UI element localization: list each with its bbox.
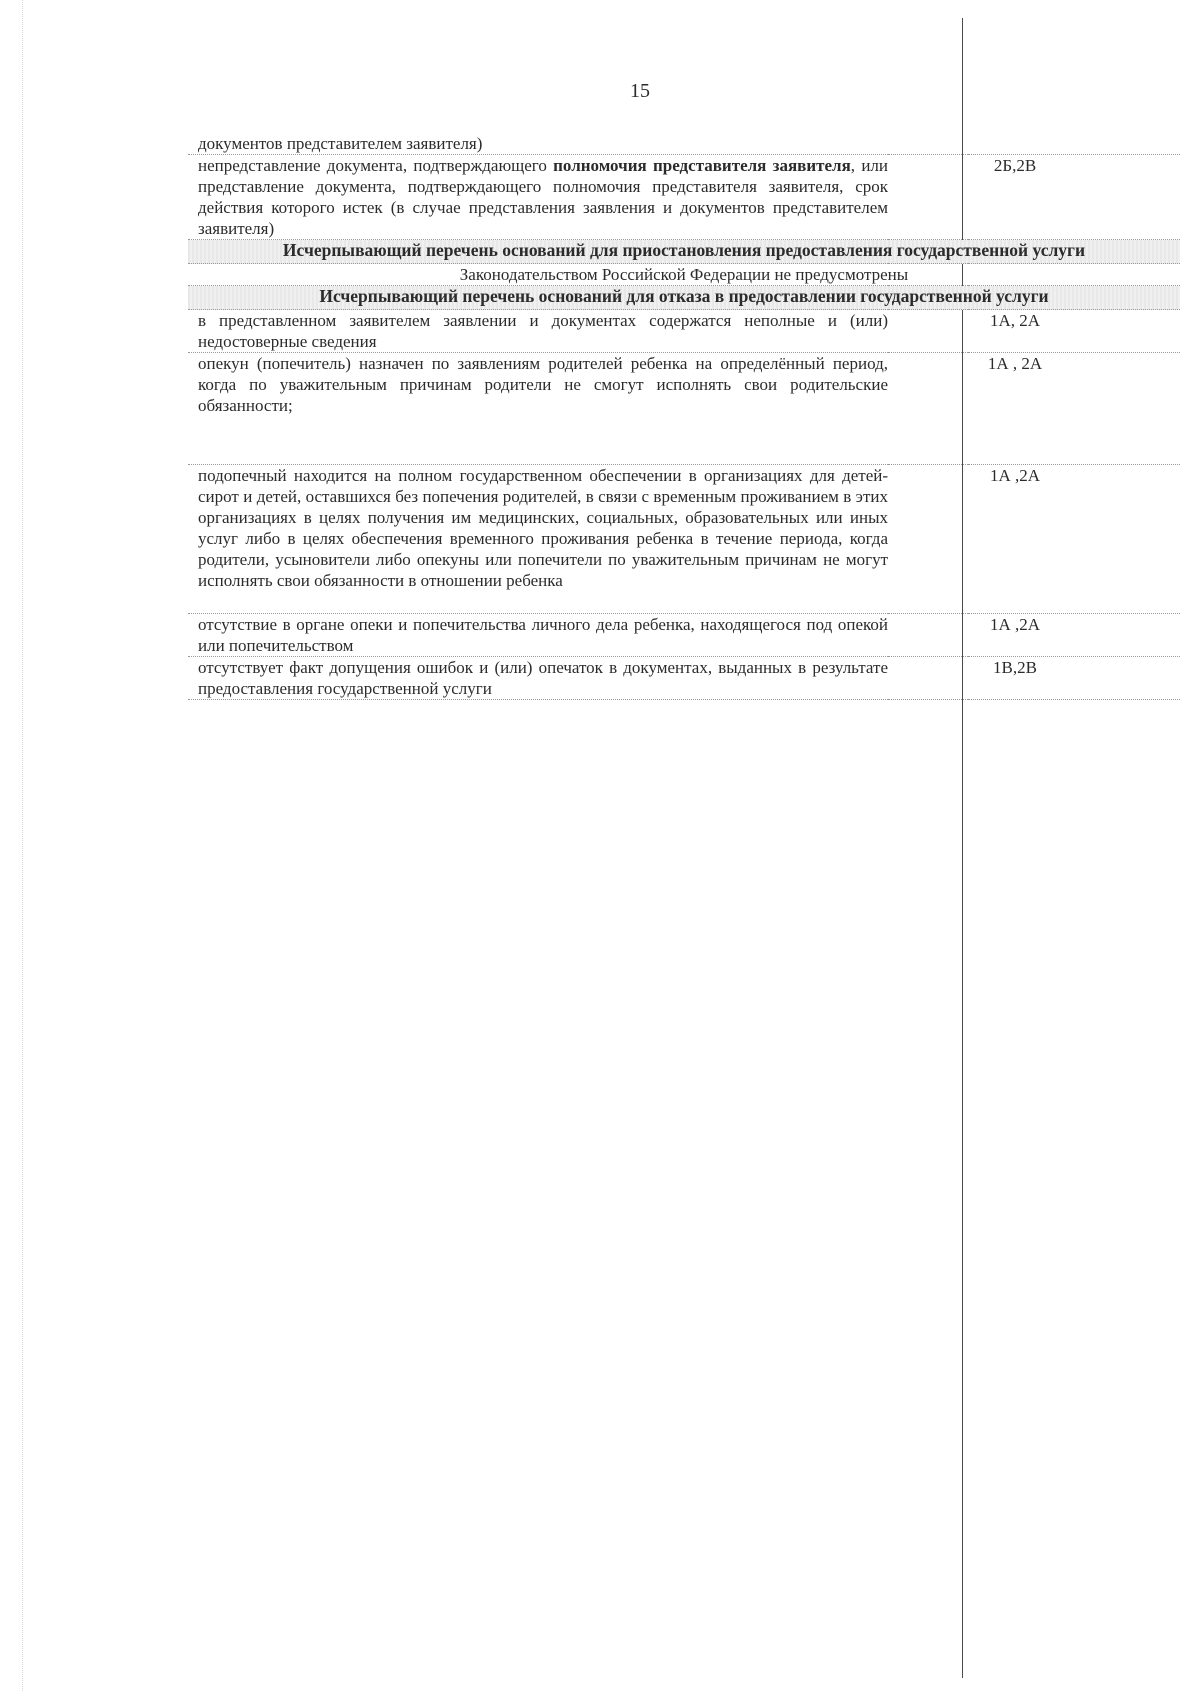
table-row bbox=[188, 657, 1180, 700]
ground-code: 1А , 2А bbox=[987, 354, 1043, 373]
ground-text: подопечный находится на полном государственном обеспечении в организациях для детей-сирот и детей, оставшихся без попечения родителей, в связи с временным проживанием в этих организациях в целях получения им медицинских, социальных, образовательных или иных услуг либо в целях обеспечения временного проживания ребенка в течение периода, когда родители, усыновители либо опекуны или попечители по уважительным причинам не могут исполнять свои обязанности в отношении ребенка bbox=[198, 466, 888, 590]
ground-code-cell bbox=[968, 155, 1180, 240]
table-row bbox=[188, 310, 1180, 353]
ground-code-cell bbox=[968, 353, 1180, 465]
ground-text: опекун (попечитель) назначен по заявлениям родителей ребенка на определённый период, когда по уважительным причинам родители не смогут исполнять свои родительские обязанности; bbox=[198, 354, 888, 415]
row-spacer bbox=[198, 591, 888, 613]
ground-description bbox=[188, 614, 888, 657]
row-spacer bbox=[198, 416, 888, 464]
gap-cell bbox=[888, 657, 968, 700]
ground-code: 2Б,2В bbox=[993, 156, 1037, 175]
gap-cell bbox=[888, 353, 968, 465]
section-note-row bbox=[188, 264, 1180, 286]
ground-code: 1А, 2А bbox=[989, 311, 1041, 330]
table-row bbox=[188, 353, 1180, 465]
ground-text: , или представление документа, подтверждающего полномочия представителя заявителя, срок действия которого истек (в случае представления заявления и документов представителем заявителя) bbox=[198, 156, 888, 238]
ground-text: отсутствует факт допущения ошибок и (или) опечаток в документах, выданных в результате предоставления государственной услуги bbox=[198, 658, 888, 698]
ground-code-cell bbox=[968, 614, 1180, 657]
ground-text: непредставление документа, подтверждающего bbox=[198, 156, 554, 175]
ground-text: отсутствие в органе опеки и попечительства личного дела ребенка, находящегося под опекой или попечительством bbox=[198, 615, 888, 655]
ground-text: в представленном заявителем заявлении и документах содержатся неполные и (или) недостоверные сведения bbox=[198, 311, 888, 351]
grounds-table-body bbox=[188, 133, 1180, 700]
grounds-table bbox=[188, 133, 1180, 700]
ground-code: 1А ,2А bbox=[989, 466, 1041, 485]
gap-cell bbox=[888, 133, 968, 155]
ground-code: 1А ,2А bbox=[989, 615, 1041, 634]
ground-text-bold: полномочия представителя заявителя bbox=[553, 156, 851, 175]
table-row bbox=[188, 133, 1180, 155]
ground-description bbox=[188, 465, 888, 614]
ground-text: документов представителем заявителя) bbox=[198, 134, 483, 153]
ground-description bbox=[188, 657, 888, 700]
page-number: 15 bbox=[630, 80, 650, 102]
ground-description bbox=[188, 155, 888, 240]
section-header: Исчерпывающий перечень оснований для приостановления предоставления государственной услуги bbox=[188, 240, 1180, 264]
section-header: Исчерпывающий перечень оснований для отказа в предоставлении государственной услуги bbox=[188, 286, 1180, 310]
ground-description bbox=[188, 133, 888, 155]
gap-cell bbox=[888, 614, 968, 657]
ground-description bbox=[188, 353, 888, 465]
ground-description bbox=[188, 310, 888, 353]
section-header-row bbox=[188, 240, 1180, 264]
gap-cell bbox=[888, 310, 968, 353]
ground-code-cell bbox=[968, 133, 1180, 155]
ground-code: 1В,2В bbox=[993, 658, 1037, 677]
table-row bbox=[188, 155, 1180, 240]
scan-edge bbox=[22, 0, 24, 1691]
ground-code-cell bbox=[968, 657, 1180, 700]
ground-code-cell bbox=[968, 465, 1180, 614]
section-note: Законодательством Российской Федерации не предусмотрены bbox=[188, 264, 1180, 286]
ground-code-cell bbox=[968, 310, 1180, 353]
section-header-row bbox=[188, 286, 1180, 310]
table-row bbox=[188, 465, 1180, 614]
table-row bbox=[188, 614, 1180, 657]
gap-cell bbox=[888, 465, 968, 614]
gap-cell bbox=[888, 155, 968, 240]
